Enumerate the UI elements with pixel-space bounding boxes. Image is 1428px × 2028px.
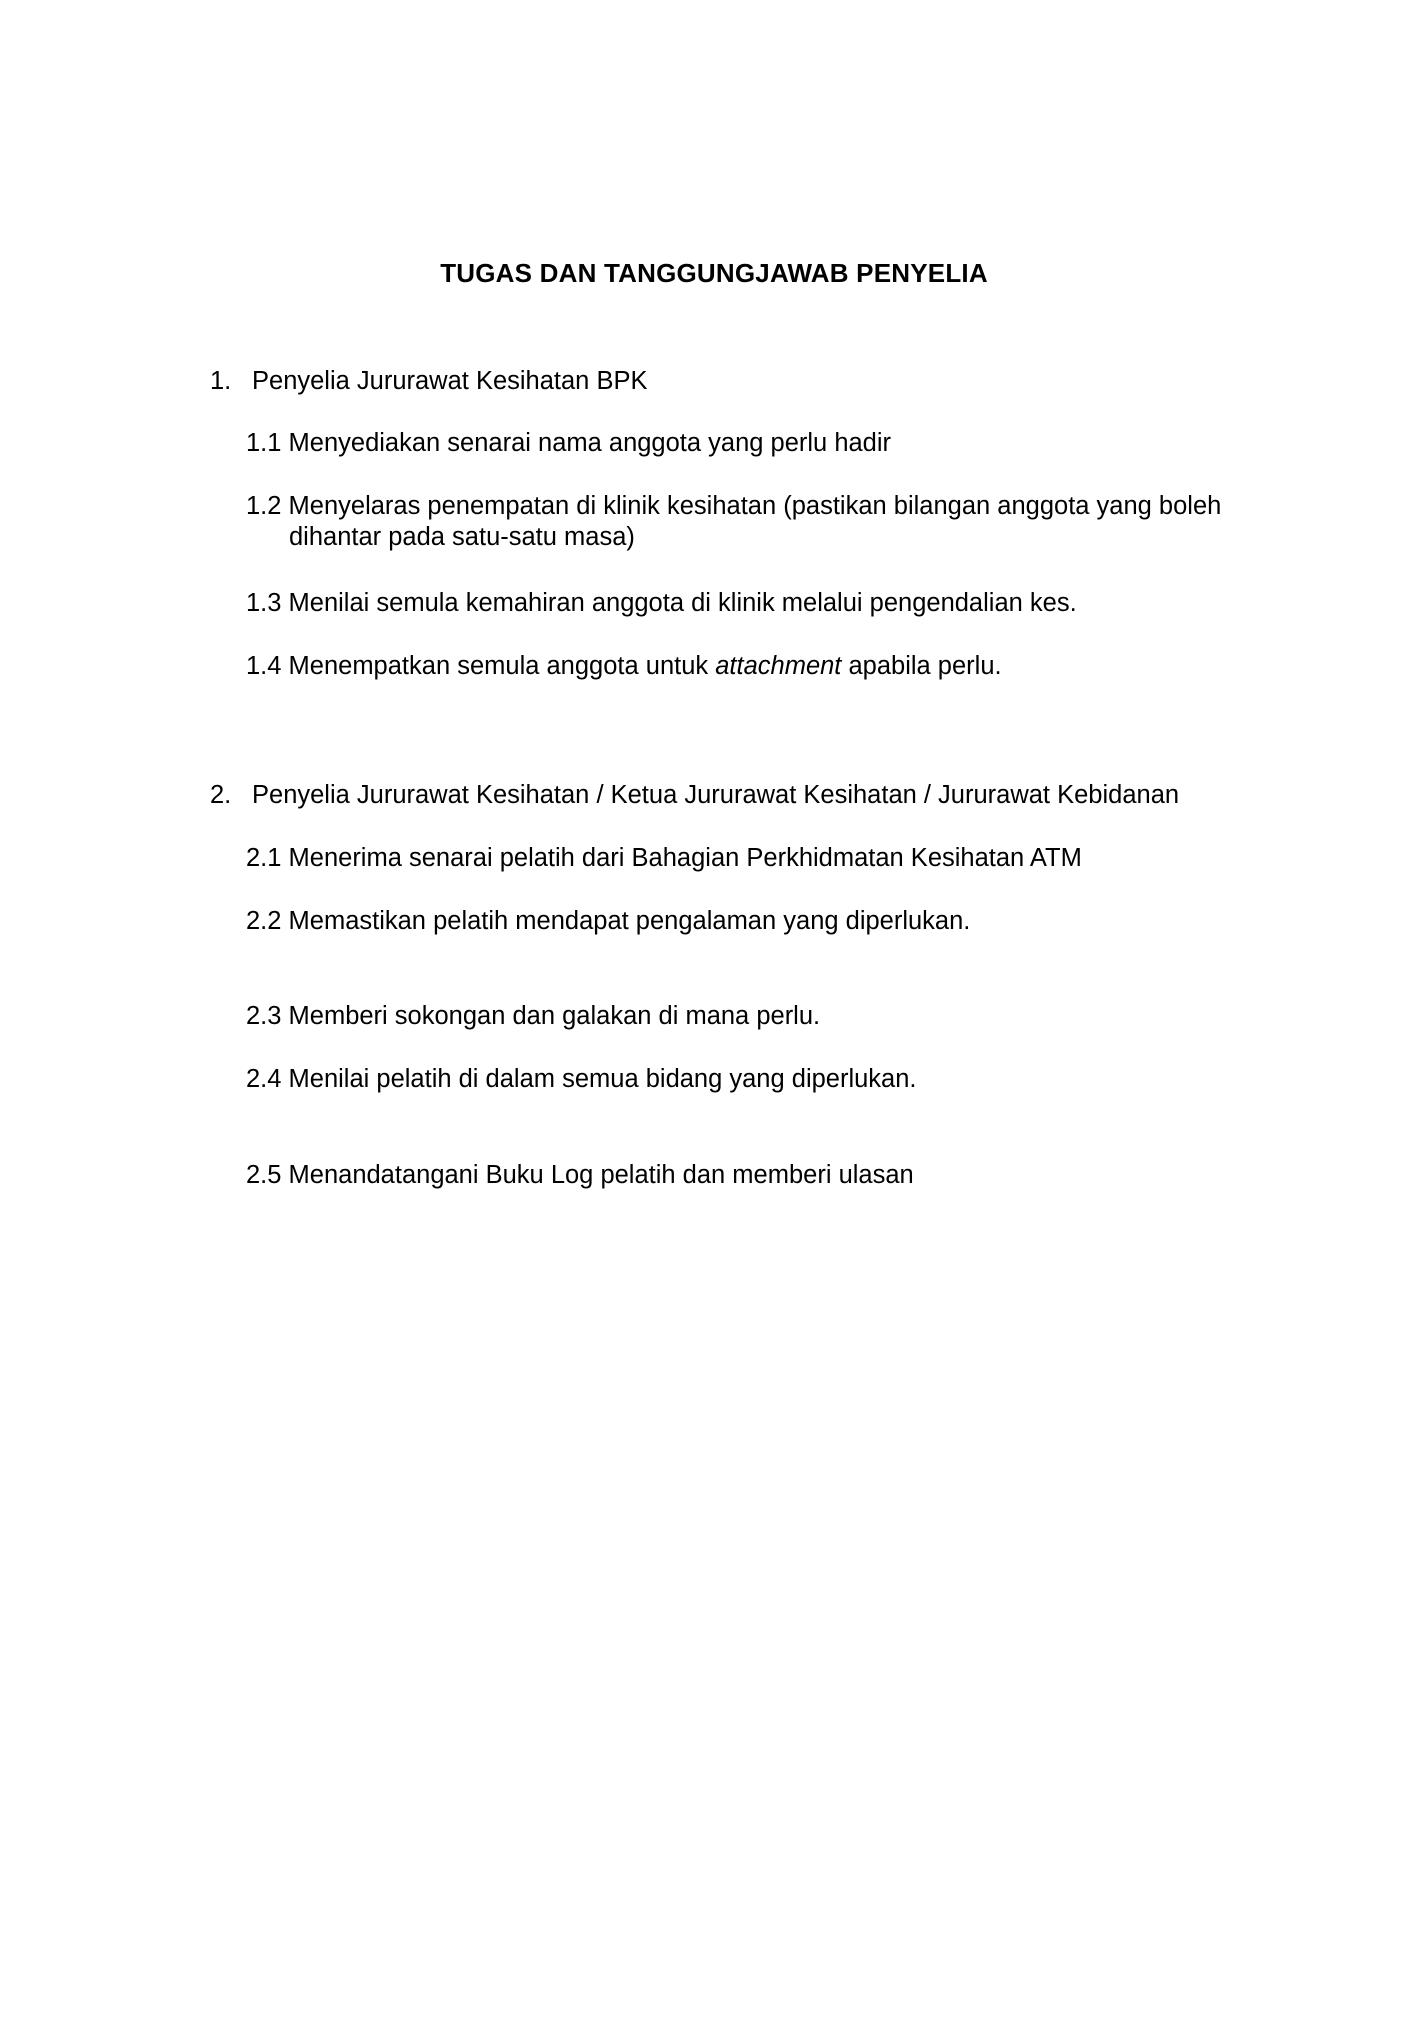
section-1-number: 1. [210,367,232,395]
item-2-1: 2.1 Menerima senarai pelatih dari Bahagian Perkhidmatan Kesihatan ATM [246,844,1082,872]
item-2-2: 2.2 Memastikan pelatih mendapat pengalaman yang diperlukan. [246,907,971,935]
item-2-4: 2.4 Menilai pelatih di dalam semua bidang yang diperlukan. [246,1065,917,1093]
item-1-4-suffix: apabila perlu. [841,652,1002,680]
section-2-number: 2. [210,781,232,809]
item-1-4-emphasis: attachment [715,652,842,680]
item-2-3: 2.3 Memberi sokongan dan galakan di mana perlu. [246,1002,821,1030]
section-1-heading: Penyelia Jururawat Kesihatan BPK [252,367,648,395]
item-1-1: 1.1 Menyediakan senarai nama anggota yang perlu hadir [246,429,892,457]
section-2-heading: Penyelia Jururawat Kesihatan / Ketua Jururawat Kesihatan / Jururawat Kebidanan [252,781,1180,809]
item-1-3: 1.3 Menilai semula kemahiran anggota di klinik melalui pengendalian kes. [246,589,1077,617]
item-1-4 [246,651,1002,682]
item-1-2-line1: 1.2 Menyelaras penempatan di klinik kesihatan (pastikan bilangan anggota yang boleh [246,492,1222,520]
document-title: TUGAS DAN TANGGUNGJAWAB PENYELIA [440,258,988,288]
item-1-4-prefix: 1.4 Menempatkan semula anggota untuk [246,652,716,680]
item-1-2-line2: dihantar pada satu-satu masa) [289,523,635,551]
item-2-5: 2.5 Menandatangani Buku Log pelatih dan memberi ulasan [246,1161,914,1189]
